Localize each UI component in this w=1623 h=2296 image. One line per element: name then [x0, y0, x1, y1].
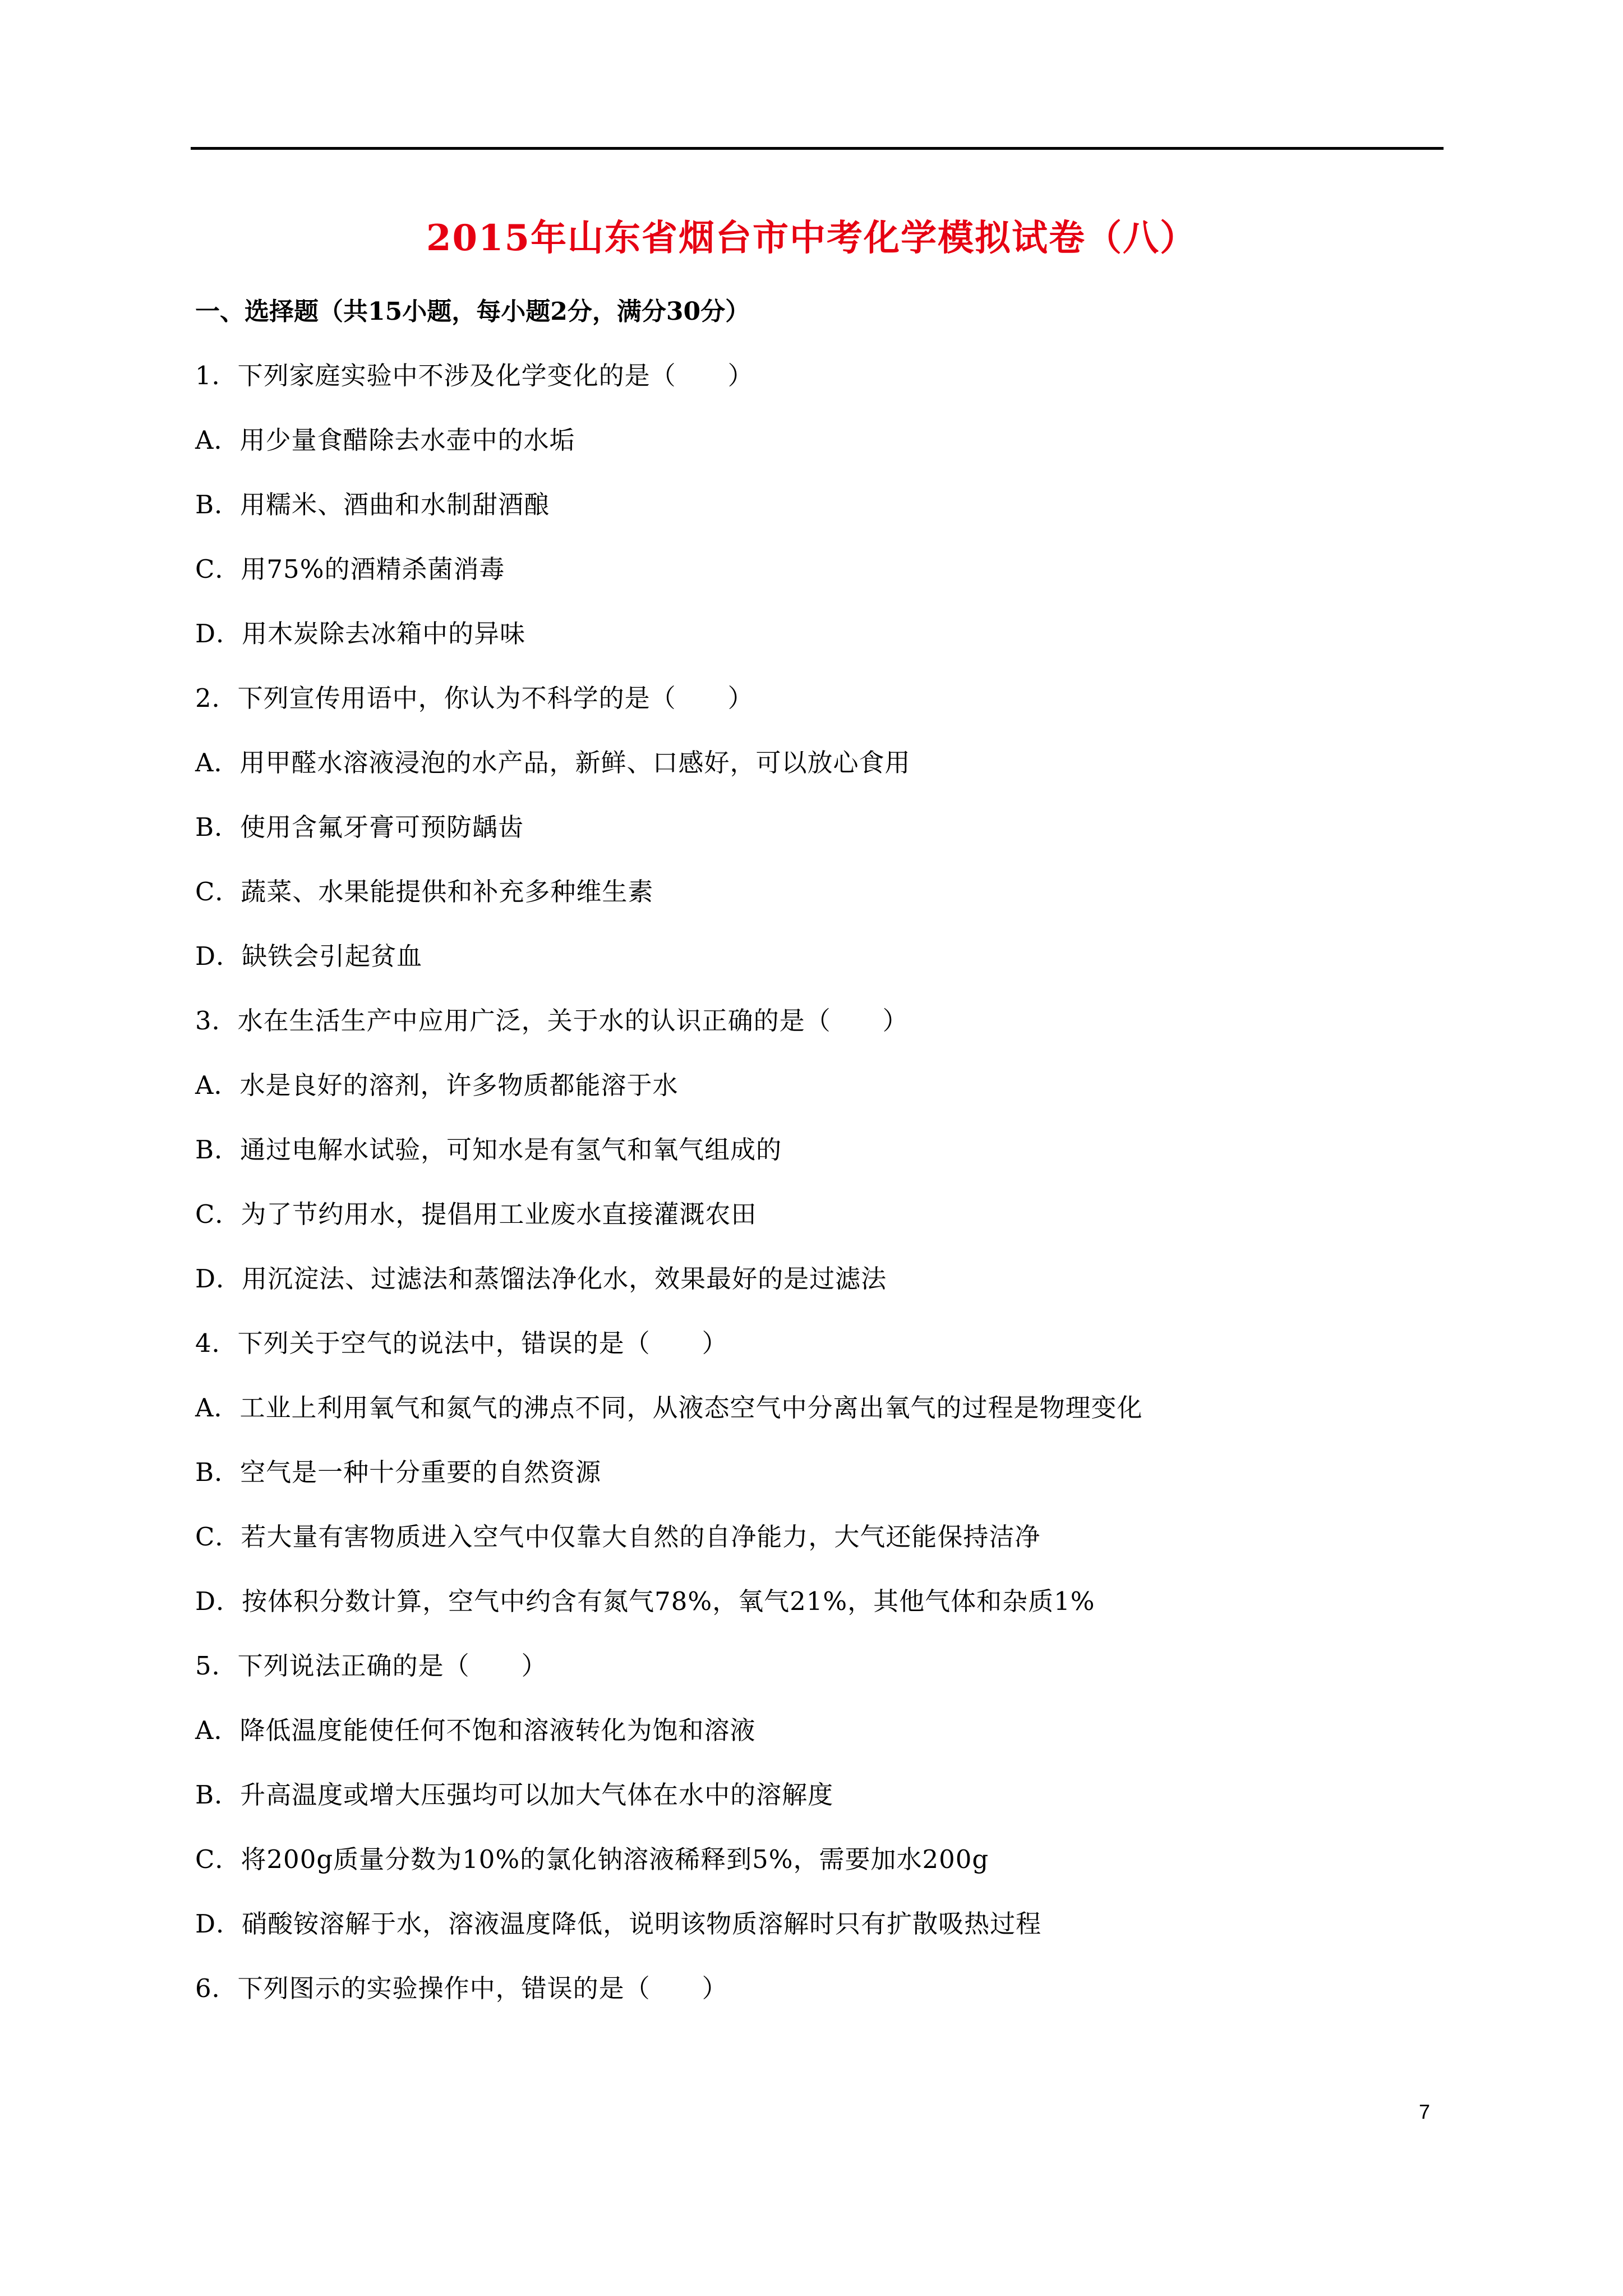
page-number: 7: [1419, 2100, 1431, 2123]
answer-option: D．按体积分数计算，空气中约含有氮气78%，氧气21%，其他气体和杂质1%: [195, 1586, 1095, 1616]
answer-option: D．缺铁会引起贫血: [195, 941, 423, 971]
answer-option: B．通过电解水试验，可知水是有氢气和氧气组成的: [195, 1135, 782, 1165]
answer-option: B．用糯米、酒曲和水制甜酒酿: [195, 490, 550, 519]
question-stem: 3．水在生活生产中应用广泛，关于水的认识正确的是（ ）: [195, 1006, 909, 1036]
answer-option: A．用甲醛水溶液浸泡的水产品，新鲜、口感好，可以放心食用: [195, 748, 911, 777]
answer-option: D．硝酸铵溶解于水，溶液温度降低，说明该物质溶解时只有扩散吸热过程: [195, 1909, 1042, 1939]
answer-option: D．用木炭除去冰箱中的异味: [195, 619, 526, 648]
answer-option: A．工业上利用氧气和氮气的沸点不同，从液态空气中分离出氧气的过程是物理变化: [195, 1393, 1143, 1423]
question-stem: 4．下列关于空气的说法中，错误的是（ ）: [195, 1328, 728, 1358]
answer-option: B．空气是一种十分重要的自然资源: [195, 1457, 602, 1487]
answer-option: A．降低温度能使任何不饱和溶液转化为饱和溶液: [195, 1715, 756, 1745]
answer-option: C．将200g质量分数为10%的氯化钠溶液稀释到5%，需要加水200g: [195, 1844, 989, 1874]
question-stem: 2．下列宣传用语中，你认为不科学的是（ ）: [195, 683, 754, 713]
answer-option: B．升高温度或增大压强均可以加大气体在水中的溶解度: [195, 1780, 834, 1810]
answer-option: B．使用含氟牙膏可预防龋齿: [195, 812, 524, 842]
question-stem: 5．下列说法正确的是（ ）: [195, 1651, 547, 1681]
answer-option: A．用少量食醋除去水壶中的水垢: [195, 425, 575, 455]
answer-option: C．用75%的酒精杀菌消毒: [195, 554, 505, 584]
question-stem: 6．下列图示的实验操作中，错误的是（ ）: [195, 1973, 728, 2003]
answer-option: C．若大量有害物质进入空气中仅靠大自然的自净能力，大气还能保持洁净: [195, 1522, 1041, 1552]
header-rule: [191, 147, 1444, 150]
answer-option: D．用沉淀法、过滤法和蒸馏法净化水，效果最好的是过滤法: [195, 1264, 887, 1294]
answer-option: C．蔬菜、水果能提供和补充多种维生素: [195, 877, 654, 907]
question-list: [195, 351, 1446, 2028]
answer-option: C．为了节约用水，提倡用工业废水直接灌溉农田: [195, 1199, 757, 1229]
section-heading: 一、选择题（共15小题，每小题2分，满分30分）: [195, 297, 750, 326]
exam-title: 2015年山东省烟台市中考化学模拟试卷（八）: [426, 217, 1197, 259]
answer-option: A．水是良好的溶剂，许多物质都能溶于水: [195, 1070, 679, 1100]
question-stem: 1．下列家庭实验中不涉及化学变化的是（ ）: [195, 361, 754, 390]
